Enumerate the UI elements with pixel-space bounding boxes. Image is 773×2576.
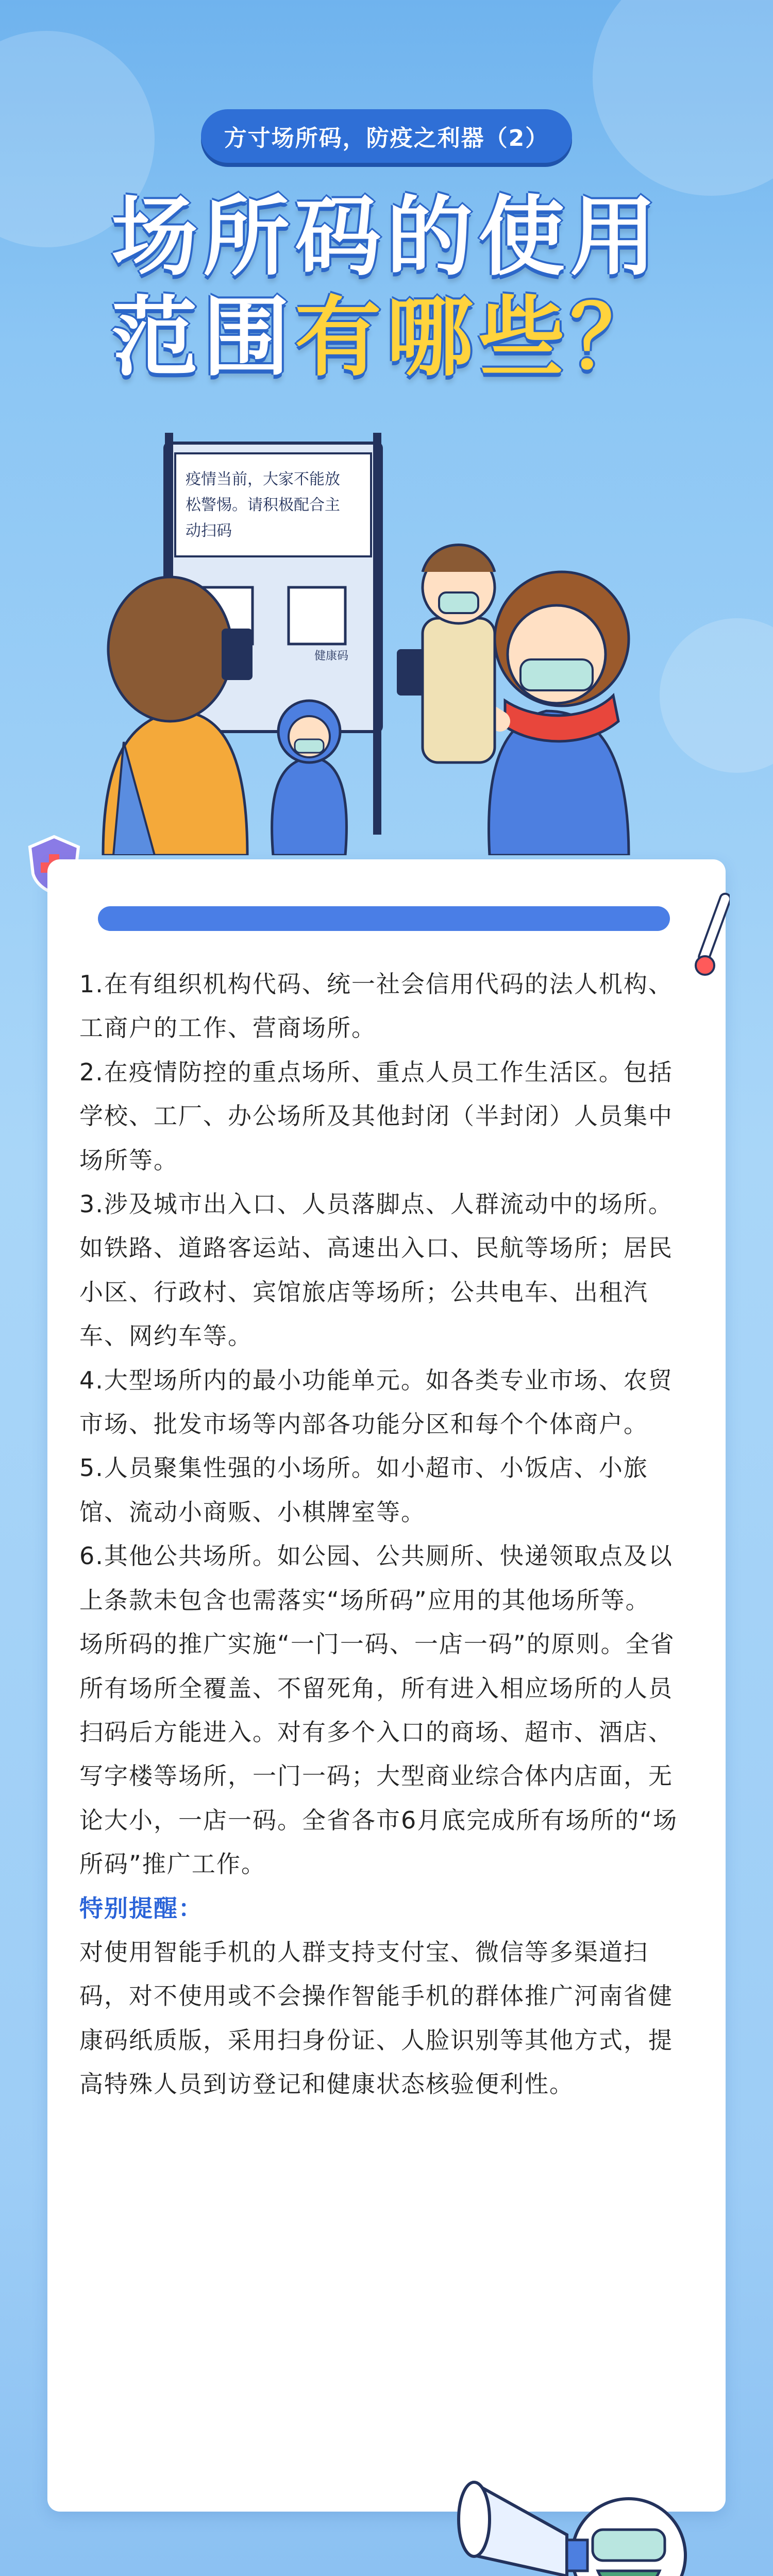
poster-text-2: 松警惕。请积极配合主 [186, 496, 340, 514]
doctor-megaphone-illustration [453, 2401, 742, 2576]
man-character [423, 545, 495, 763]
content-card [47, 859, 726, 2512]
principle-paragraph: 场所码的推广实施“一门一码、一店一码”的原则。全省所有场所全覆盖、不留死角，所有进入相应场所的人员扫码后方能进入。对有多个入口的商场、超市、酒店、写字楼等场所，一门一码；大型商业综合体内店面，无论大小，一店一码。全省各市6月底完成所有场所的“场所码”推广工作。 [79, 1630, 678, 1878]
special-reminder-title: 特别提醒： [79, 1894, 203, 1922]
page-title-line1: 场所码的使用 [111, 187, 662, 287]
child-character [272, 701, 347, 855]
scan-code-illustration [93, 433, 670, 855]
list-item: 2.在疫情防控的重点场所、重点人员工作生活区。包括学校、工厂、办公场所及其他封闭（半封闭）人员集中场所等。 [79, 1058, 673, 1174]
list-item: 3.涉及城市出入口、人员落脚点、人群流动中的场所。如铁路、道路客运站、高速出入口、民航等场所；居民小区、行政村、宾馆旅店等场所；公共电车、出租汽车、网约车等。 [79, 1190, 673, 1350]
list-item: 5.人员聚集性强的小场所。如小超市、小饭店、小旅馆、流动小商贩、小棋牌室等。 [79, 1454, 648, 1526]
thermometer-icon [694, 888, 730, 981]
subtitle-pill [201, 109, 572, 163]
background-bubble [660, 618, 773, 773]
poster-text-3: 动扫码 [186, 522, 232, 540]
card-header-bar [98, 906, 670, 931]
special-reminder-text: 对使用智能手机的人群支持支付宝、微信等多渠道扫码，对不使用或不会操作智能手机的群体推广河南省健康码纸质版，采用扫身份证、人脸识别等其他方式，提高特殊人员到访登记和健康状态核验便利性。 [79, 1938, 673, 2098]
list-item: 4.大型场所内的最小功能单元。如各类专业市场、农贸市场、批发市场等内部各功能分区和每个个体商户。 [79, 1366, 673, 1438]
content-body [79, 962, 693, 2107]
title-question-mark: ？ [570, 287, 662, 388]
poster-health-code-label: 健康码 [314, 650, 349, 663]
list-item: 1.在有组织机构代码、统一社会信用代码的法人机构、工商户的工作、营商场所。 [79, 970, 673, 1042]
subtitle-text: 方寸场所码，防疫之利器（2） [224, 125, 549, 151]
title-part-what: 有哪些 [295, 287, 570, 388]
background-bubble [593, 0, 773, 196]
title-part-range: 范围 [111, 287, 295, 388]
page-title-line2 [0, 289, 773, 386]
list-item: 6.其他公共场所。如公园、公共厕所、快递领取点及以上条款未包含也需落实“场所码”应用的其他场所等。 [79, 1542, 673, 1614]
poster-text-1: 疫情当前，大家不能放 [186, 470, 340, 488]
